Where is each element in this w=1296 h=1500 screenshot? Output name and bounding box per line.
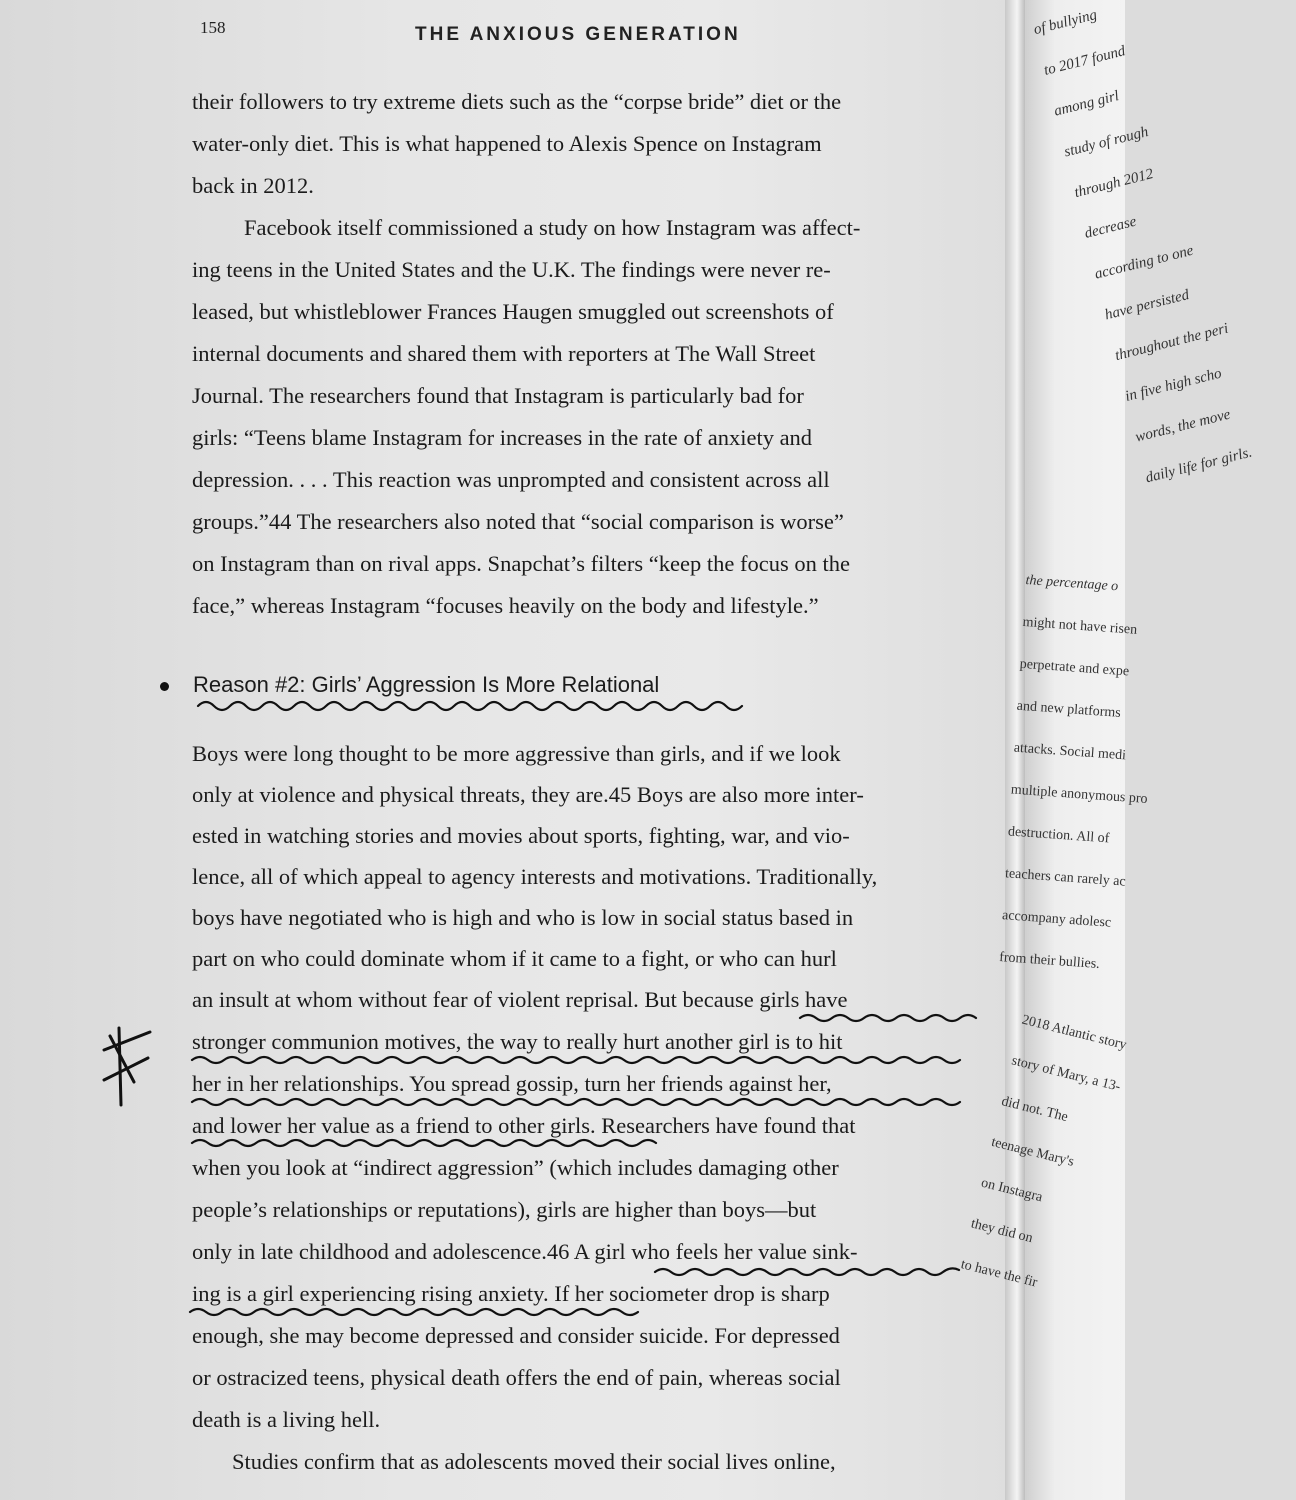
facing-text-line: perpetrate and expe xyxy=(1019,656,1130,680)
facing-text-line: on Instagra xyxy=(979,1175,1044,1206)
running-title: THE ANXIOUS GENERATION xyxy=(415,24,741,45)
facing-text-line: to 2017 found xyxy=(1042,43,1128,79)
facing-text-line: decrease xyxy=(1082,213,1139,242)
text-line: only at violence and physical threats, they are.45 Boys are also more inter- xyxy=(192,782,864,807)
text-line: lence, all of which appeal to agency interests and motivations. Traditionally, xyxy=(192,864,878,889)
text-line: face,” whereas Instagram “focuses heavily on the body and lifestyle.” xyxy=(192,593,819,618)
facing-text-line: have persisted xyxy=(1103,287,1191,324)
facing-text-line: story of Mary, a 13- xyxy=(1010,1053,1122,1095)
facing-text-line: accompany adolesc xyxy=(1001,908,1112,931)
text-line: people’s relationships or reputations), girls are higher than boys—but xyxy=(192,1197,817,1222)
bullet-dot-icon xyxy=(160,682,169,691)
text-line: ing is a girl experiencing rising anxiety. If her sociometer drop is sharp xyxy=(192,1281,830,1306)
text-line: depression. . . . This reaction was unprompted and consistent across all xyxy=(192,467,830,492)
facing-text-line: according to one xyxy=(1093,242,1196,283)
facing-text-line: might not have risen xyxy=(1022,614,1138,638)
facing-text-line: they did on xyxy=(969,1216,1035,1247)
facing-text-line: teenage Mary's xyxy=(989,1134,1076,1170)
facing-text-line: in five high scho xyxy=(1123,365,1224,405)
facing-page xyxy=(959,0,1254,1500)
facing-text-line: study of rough xyxy=(1062,124,1151,161)
text-line: when you look at “indirect aggression” (which includes damaging other xyxy=(192,1155,839,1180)
text-line: Studies confirm that as adolescents moved their social lives online, xyxy=(232,1449,836,1474)
text-line: Journal. The researchers found that Instagram is particularly bad for xyxy=(192,383,804,408)
facing-text-line: among girl xyxy=(1052,88,1121,120)
text-line: ing teens in the United States and the U.K. The findings were never re- xyxy=(192,257,831,282)
facing-text-line: the percentage o xyxy=(1025,572,1119,595)
facing-text-line: did not. The xyxy=(999,1094,1070,1126)
text-line: groups.”44 The researchers also noted that “social comparison is worse” xyxy=(192,509,844,534)
text-line: her in her relationships. You spread gossip, turn her friends against her, xyxy=(192,1071,832,1096)
facing-text-line: multiple anonymous pro xyxy=(1010,782,1149,807)
facing-text-line: and new platforms xyxy=(1016,698,1122,721)
facing-text-line: of bullying xyxy=(1032,6,1099,39)
text-line: or ostracized teens, physical death offers the end of pain, whereas social xyxy=(192,1365,841,1390)
facing-text-line: to have the fir xyxy=(959,1257,1039,1291)
facing-text-line: destruction. All of xyxy=(1007,824,1110,847)
text-line: an insult at whom without fear of violent reprisal. But because girls have xyxy=(192,987,848,1012)
facing-text-line: teachers can rarely ac xyxy=(1004,866,1127,890)
text-line: water-only diet. This is what happened to Alexis Spence on Instagram xyxy=(192,131,822,156)
facing-text-line: 2018 Atlantic story xyxy=(1020,1012,1128,1054)
text-line: boys have negotiated who is high and who is low in social status based in xyxy=(192,905,854,930)
text-line: and lower her value as a friend to other girls. Researchers have found that xyxy=(192,1113,856,1138)
text-line: part on who could dominate whom if it came to a fight, or who can hurl xyxy=(192,946,837,971)
text-line: ested in watching stories and movies about sports, fighting, war, and vio- xyxy=(192,823,850,848)
text-line: leased, but whistleblower Frances Haugen smuggled out screenshots of xyxy=(192,299,834,324)
text-line: on Instagram than on rival apps. Snapchat’s filters “keep the focus on the xyxy=(192,551,850,576)
facing-text-line: daily life for girls. xyxy=(1143,444,1254,487)
text-line: enough, she may become depressed and consider suicide. For depressed xyxy=(192,1323,840,1348)
text-line: their followers to try extreme diets such as the “corpse bride” diet or the xyxy=(192,89,842,114)
facing-text-line: throughout the peri xyxy=(1113,320,1230,365)
facing-text-line: words, the move xyxy=(1133,406,1233,446)
text-line: death is a living hell. xyxy=(192,1407,381,1432)
page-number: 158 xyxy=(200,18,226,37)
text-line: girls: “Teens blame Instagram for increases in the rate of anxiety and xyxy=(192,425,813,450)
text-line: Facebook itself commissioned a study on how Instagram was affect- xyxy=(244,215,861,240)
text-line: stronger communion motives, the way to really hurt another girl is to hit xyxy=(192,1029,843,1054)
text-line: internal documents and shared them with reporters at The Wall Street xyxy=(192,341,816,366)
text-line: only in late childhood and adolescence.46 A girl who feels her value sink- xyxy=(192,1239,858,1264)
facing-text-line: attacks. Social medi xyxy=(1013,740,1127,764)
text-line: Boys were long thought to be more aggressive than girls, and if we look xyxy=(192,741,841,766)
text-line: back in 2012. xyxy=(192,173,314,198)
facing-text-line: from their bullies. xyxy=(998,950,1101,973)
section-heading-text: Reason #2: Girls’ Aggression Is More Relational xyxy=(193,672,660,697)
facing-text-line: through 2012 xyxy=(1072,166,1155,202)
section-heading xyxy=(160,672,659,712)
